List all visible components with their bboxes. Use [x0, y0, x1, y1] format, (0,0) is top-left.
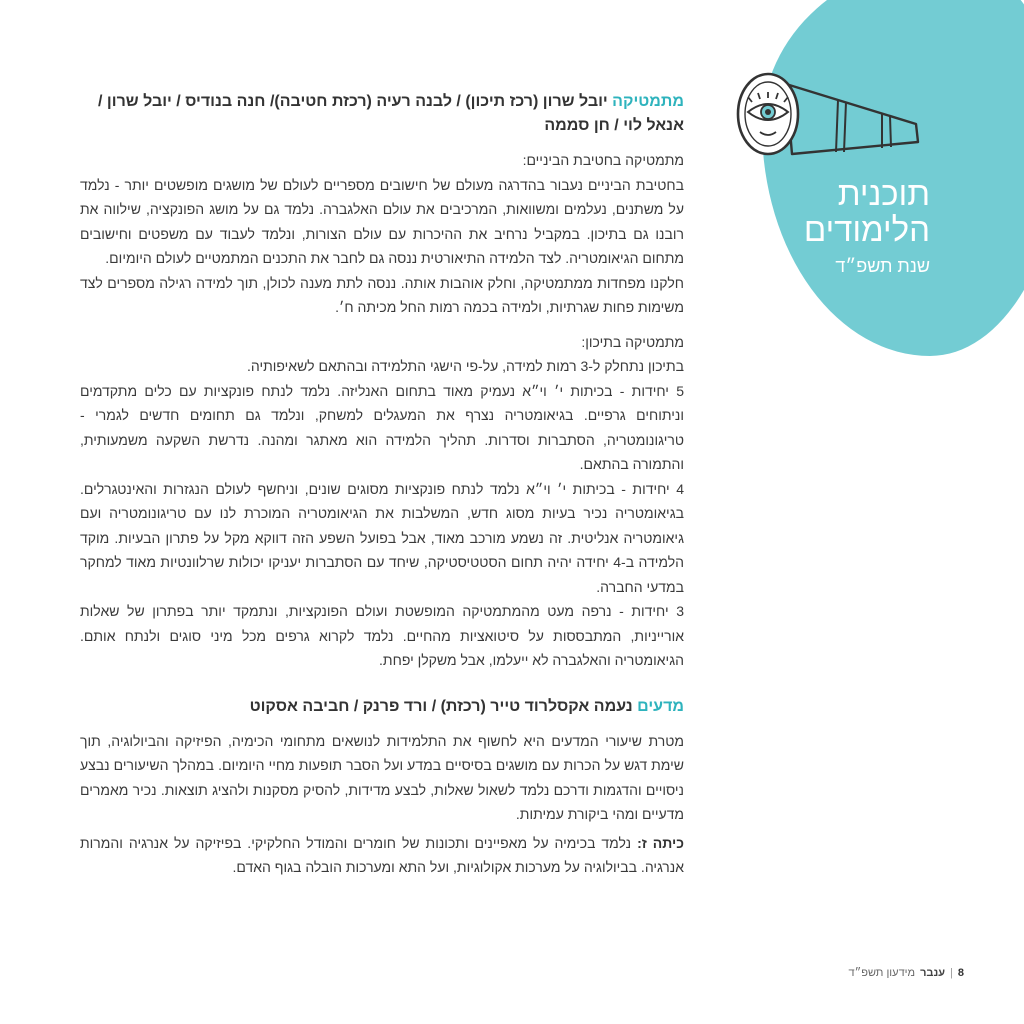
- math-high-intro: בתיכון נתחלק ל-3 רמות למידה, על-פי הישגי התלמידה ובהתאם לשאיפותיה.: [246, 358, 684, 374]
- science-staff: נעמה אקסלרוד טייר (רכזת) / ורד פרנק / חביבה אסקוט: [249, 697, 638, 715]
- spacer: [80, 673, 684, 695]
- page-number: 8: [957, 967, 964, 979]
- footer-brand: ענבר: [920, 967, 946, 979]
- program-title-line1: תוכנית: [837, 175, 930, 212]
- grade7-label: כיתה ז:: [637, 834, 684, 851]
- math-subject: מתמטיקה: [612, 93, 684, 110]
- footer-publication: מידעון תשפ״ד: [848, 967, 916, 979]
- program-title: [750, 176, 930, 248]
- science-subject: מדעים: [637, 697, 684, 715]
- math-high-5-units: 5 יחידות - בכיתות י׳ וי״א נעמיק מאוד בתחום האנליזה. נלמד לנתח פונקציות עם כלים מתקדמים וניתוחים גרפיים. בגיאומטריה נצרף את המעגלים למשחק, ונלמד גם תחומים חדשים לגמרי - טריגונומטריה, הסתברות וסדרות. תהליך הלמידה הוא מאתגר ומהנה. נדרשת השקעה משמעותית, והתמורה בהתאם.: [80, 382, 684, 472]
- program-title-line2: הלימודים: [803, 211, 930, 248]
- spacer: [80, 138, 684, 148]
- math-high-title: מתמטיקה בתיכון:: [581, 333, 684, 350]
- science-heading: [80, 695, 684, 719]
- math-middle-paragraph-2: חלקנו מפחדות ממתמטיקה, וחלק אוהבות אותה. ננסה לתת מענה לכולן, תוך למידה רגילה מספרים לצד משימות פחות שגרתיות, ולמידה בכמה רמות החל מכיתה ח׳.: [80, 274, 684, 315]
- math-high-4-units: 4 יחידות - בכיתות י׳ וי״א נלמד לנתח פונקציות מסוגים שונים, וניחשף לעולם הנגזרות והאינטגרלים. בגיאומטריה נכיר בעיות מסוג חדש, המשלבות את הגיאומטריה המוכרת לנו עם טריגונומטריה ועם גיאומטריה אנליטית. זה נשמע מורכב מאוד, אבל בפועל השפע הזה דווקא מקל על פתרון הבעיות. מוקד הלמידה ב-4 יחידה יהיה תחום הסטטיסטיקה, שיחד עם הסתברות יעניקו יכולות שרלוונטיות מאוד למחקר במדעי החברה.: [80, 480, 685, 595]
- math-high-3-units: 3 יחידות - נרפה מעט מהמתמטיקה המופשטת ועולם הפונקציות, ונתמקד יותר בפתרון של שאלות אורייניות, המתבססות על סיטואציות מהחיים. נלמד לקרוא גרפים מכל מיני סוגים ולנתח אותם. הגיאומטריה והאלגברה לא ייעלמו, אבל משקלן יפחת.: [80, 603, 684, 668]
- math-staff: יובל שרון (רכז תיכון) / לבנה רעיה (רכזת חטיבה)/ חנה בנודיס / יובל שרון / אנאל לוי / חן סממה: [98, 93, 684, 134]
- telescope-eye-icon: [734, 72, 924, 156]
- program-year: שנת תשפ״ד: [835, 256, 930, 276]
- footer-separator: |: [950, 967, 953, 979]
- spacer: [80, 320, 684, 330]
- science-grade7-paragraph: [80, 831, 684, 880]
- math-middle-paragraph-1: בחטיבת הביניים נעבור בהדרגה מעולם של חישובים מספריים לעולם של מושגים מופשטים יותר - נלמד על משתנים, נעלמים ומשוואות, המרכיבים את עולם האלגברה. נלמד גם על מושג הפונקציה, שילווה את רובנו גם בתיכון. במקביל נרחיב את ההיכרות עם עולם הצורות, ונלמד לעבוד עם משפטים וחישובים מתחום הגיאומטריה. לצד הלמידה התיאורטית ננסה גם לחבר את התכנים המתמטיים לעולם היומיום.: [80, 176, 684, 266]
- main-content: [80, 90, 684, 880]
- page-footer: [838, 964, 964, 982]
- grade7-text: נלמד בכימיה על מאפיינים ותכונות של חומרים והמודל החלקיקי. בפיזיקה על אנרגיה והמרות אנרגיה. בביולוגיה על מערכות אקולוגיות, ועל התא ומערכות הובלה בגוף האדם.: [80, 834, 684, 875]
- spacer: [80, 719, 684, 729]
- math-middle-title: מתמטיקה בחטיבת הביניים:: [522, 152, 684, 168]
- science-paragraph: מטרת שיעורי המדעים היא לחשוף את התלמידות לנושאים מתחומי הכימיה, הפיזיקה והביולוגיה, תוך שימת דגש על הכרות עם מושגים בסיסיים במדע ועל הסבר תופעות מחיי היומיום. במהלך השיעורים נבצע ניסויים והדגמות ודרכם נלמד לשאול שאלות, לבצע מדידות, להסיק מסקנות ולהציג תוצאות. נכיר מאמרים מדעיים ומהי ביקורת עמיתות.: [80, 732, 684, 822]
- math-heading: [80, 90, 684, 138]
